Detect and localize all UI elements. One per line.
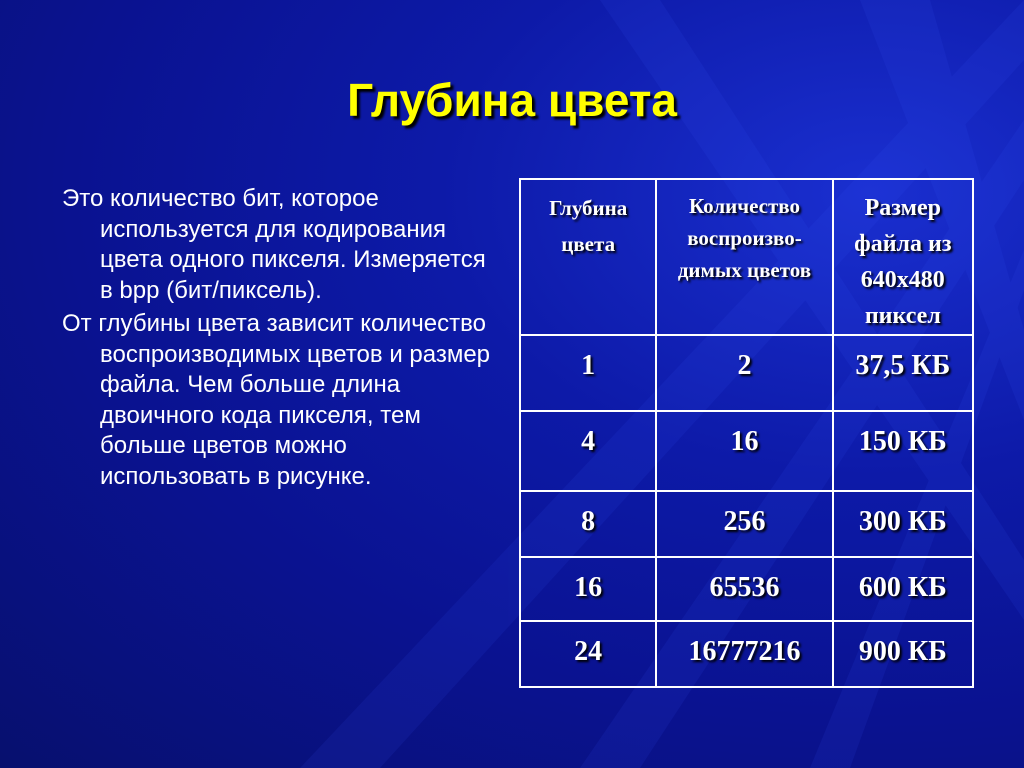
cell-depth: 8 [520, 491, 656, 557]
cell-size: 600 КБ [833, 557, 973, 621]
table-row [520, 557, 973, 621]
header-file-size: Размер файла из 640х480 пиксел [833, 179, 973, 335]
definition-paragraph: Это количество бит, которое используется для кодирования цвета одного пикселя. Измеряется в bpp (бит/пиксель). [62, 185, 486, 304]
header-color-count: Количество воспроизво-димых цветов [656, 179, 832, 335]
cell-depth: 4 [520, 411, 656, 491]
cell-colors: 16777216 [656, 621, 832, 687]
cell-colors: 16 [656, 411, 832, 491]
cell-depth: 16 [520, 557, 656, 621]
header-color-depth: Глубина цвета [520, 179, 656, 335]
table-row [520, 491, 973, 557]
cell-size: 150 КБ [833, 411, 973, 491]
table-row [520, 411, 973, 491]
body-text [62, 184, 492, 495]
color-depth-table [519, 178, 974, 688]
cell-colors: 2 [656, 335, 832, 411]
table-header-row [520, 179, 973, 335]
cell-depth: 1 [520, 335, 656, 411]
table-row [520, 621, 973, 687]
table-row [520, 335, 973, 411]
cell-size: 300 КБ [833, 491, 973, 557]
slide-title: Глубина цвета [347, 74, 677, 126]
cell-colors: 256 [656, 491, 832, 557]
cell-depth: 24 [520, 621, 656, 687]
dependency-paragraph: От глубины цвета зависит количество воспроизводимых цветов и размер файла. Чем больше длина двоичного кода пикселя, тем больше цветов можно использовать в рисунке. [62, 310, 491, 490]
cell-size: 900 КБ [833, 621, 973, 687]
cell-size: 37,5 КБ [833, 335, 973, 411]
cell-colors: 65536 [656, 557, 832, 621]
